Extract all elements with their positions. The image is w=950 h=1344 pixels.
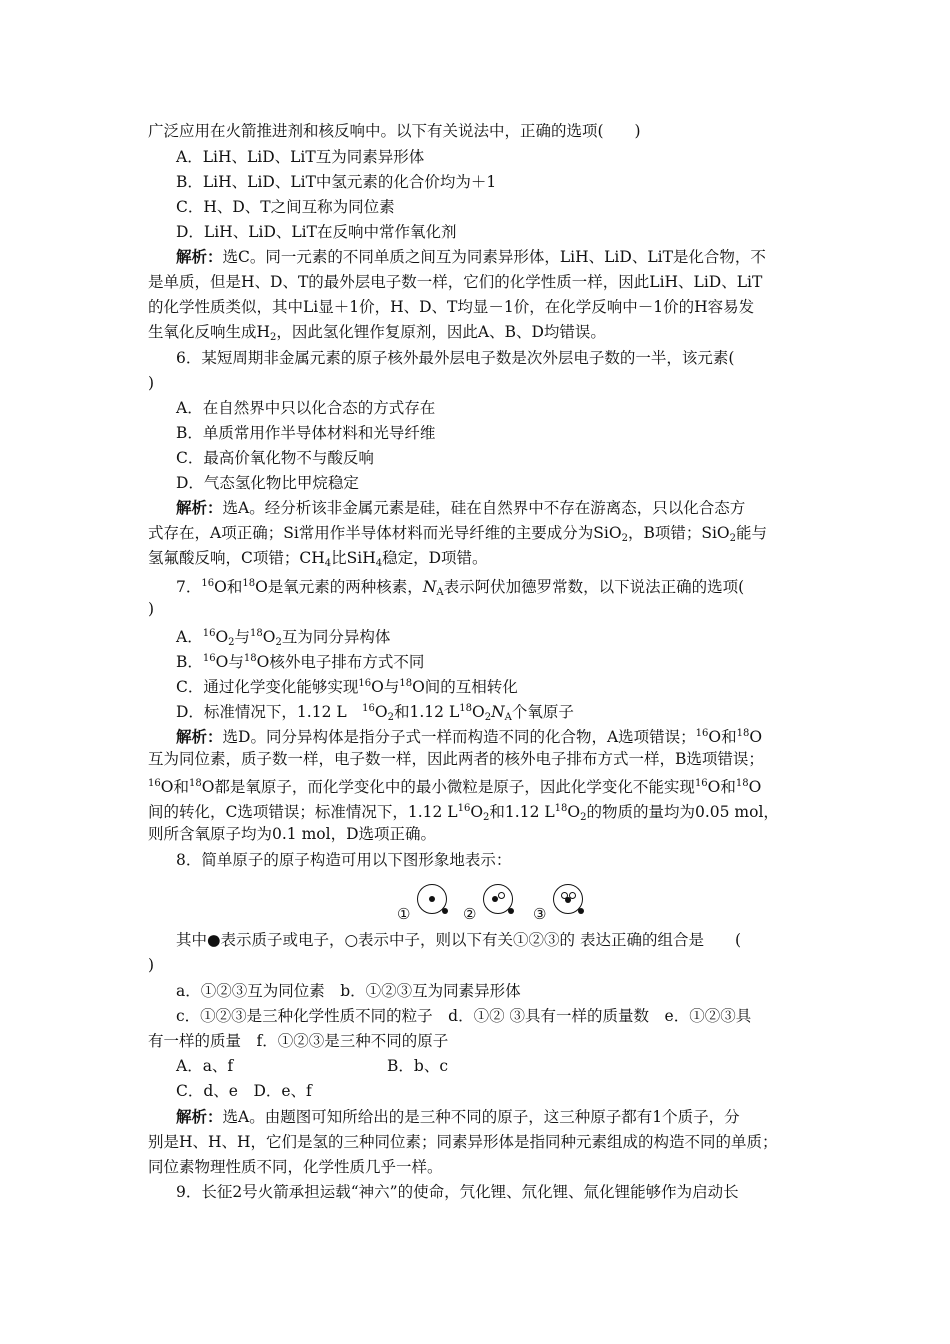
q6-answer-line-1: 解析：选A。经分析该非金属元素是硅，硅在自然界中不存在游离态，只以化合态方 [176,498,746,517]
atom-label-2: ② [463,905,477,923]
q7-answer-line-4: 间的转化，C选项错误；标准情况下，1.12 $L^{16}O_2$和1.12 $L^{18}O_2$的物质的量均为0.05 mol， [148,803,779,823]
atom-3-proton [565,897,571,903]
q7-answer-line-5: 则所含氧原子均为0.1 mol，D选项正确。 [148,825,436,843]
q7-option-c: C．通过化学变化能够实现$^{16}$O与$^{18}$O间的互相转化 [176,678,518,696]
q8-option-a: A．a、f [176,1057,234,1075]
q5-option-a: A．LiH、LiD、LiT互为同素异形体 [176,148,425,166]
q5-stem: 广泛应用在火箭推进剂和核反响中。以下有关说法中，正确的选项( ) [148,122,641,140]
q7-answer-line-1: 解析：选D。同分异构体是指分子式一样而构造不同的化合物，A选项错误；$^{16}$O和$^{18}$O [176,727,763,746]
q6-option-a: A．在自然界中只以化合态的方式存在 [176,399,436,417]
q6-option-c: C．最高价氧化物不与酸反响 [176,449,374,467]
q8-answer-line-2: 别是H、H、H，它们是氢的三种同位素；同素异形体是指同种元素组成的构造不同的单质； [148,1133,778,1151]
q6-option-d: D．气态氢化物比甲烷稳定 [176,474,359,492]
atom-1-proton [429,896,435,902]
q5-answer-line-2: 是单质，但是H、D、T的最外层电子数一样，它们的化学性质一样，因此LiH、LiD、LiT [148,273,763,291]
atom-1-electron [442,908,448,914]
answer-label: 解析： [176,247,223,266]
atom-3-electron [578,908,584,914]
q8-answer-line-1: 解析：选A。由题图可知所给出的是三种不同的原子，这三种原子都有1个质子，分 [176,1107,740,1126]
q8-desc-2: ) [148,956,155,974]
atom-structure-figure [395,880,595,925]
q7-stem-2: ) [148,600,155,618]
q8-stem: 8．简单原子的原子构造可用以下图形象地表示： [176,851,512,869]
q6-option-b: B．单质常用作半导体材料和光导纤维 [176,424,436,442]
q6-stem-2: ) [148,374,155,392]
q8-statement-ef: 有一样的质量 f．①②③是三种不同的原子 [148,1032,449,1050]
q6-answer-line-3: 氢氟酸反响，C项错；$CH_4$比SiH$_4$稳定，D项错。 [148,549,488,569]
atom-2-proton [492,896,498,902]
q6-answer-line-2: 式存在，A项正确；Si常用作半导体材料而光导纤维的主要成分为SiO$_2$，B项错；SiO$_2$能与 [148,524,768,544]
q5-option-d: D．LiH、LiD、LiT在反响中常作氧化剂 [176,223,457,241]
q8-option-cd: C．d、e D．e、f [176,1082,312,1100]
atom-2-electron [508,908,514,914]
q8-statement-ab: a．①②③互为同位素 b．①②③互为同素异形体 [176,982,521,1000]
q8-option-b: B．b、c [387,1057,448,1075]
q6-stem-1: 6．某短周期非金属元素的原子核外最外层电子数是次外层电子数的一半，该元素( [176,349,735,367]
q8-answer-line-3: 同位素物理性质不同，化学性质几乎一样。 [148,1158,443,1176]
q5-answer-line-1: 解析：选C。同一元素的不同单质之间互为同素异形体，LiH、LiD、LiT是化合物，不 [176,247,766,266]
q7-answer-line-3: $^{16}$O和$^{18}$O都是氧原子，而化学变化中的最小微粒是原子，因此化学变化不能实现$^{16}$O和$^{18}$O [148,778,762,796]
atom-label-1: ① [397,905,411,923]
q7-stem-1: 7．$^{16}$O和$^{18}$O是氧元素的两种核素，$N_A$表示阿伏加德罗常数，以下说法正确的选项( [176,578,745,598]
q7-answer-line-2: 互为同位素，质子数一样，电子数一样，因此两者的核外电子排布方式一样，B选项错误； [148,750,764,768]
q7-option-a: A．$^{16}O_2$与$^{18}O_2$互为同分异构体 [176,628,391,648]
q5-option-c: C．H、D、T之间互称为同位素 [176,198,395,216]
q7-option-d: D．标准情况下，1.12 L $^{16}O_2$和1.12 $L^{18}O_2N_A$个氧原子 [176,703,574,723]
q8-statement-cde: c．①②③是三种化学性质不同的粒子 d．①② ③具有一样的质量数 e．①②③具 [176,1007,752,1025]
q5-answer-line-3: 的化学性质类似，其中Li显＋1价，H、D、T均显－1价，在化学反响中－1价的H容易发 [148,298,755,316]
answer-label: 解析： [176,727,223,746]
answer-label: 解析： [176,498,223,517]
atom-2-neutron [498,892,505,899]
q7-option-b: B．$^{16}$O与$^{18}$O核外电子排布方式不同 [176,653,425,671]
q5-option-b: B．LiH、LiD、LiT中氢元素的化合价均为＋1 [176,173,497,191]
q5-answer-line-4: 生氧化反响生成$H_2$，因此氢化锂作复原剂，因此A、B、D均错误。 [148,323,606,343]
atom-label-3: ③ [533,905,547,923]
q9-stem: 9．长征2号火箭承担运载“神六”的使命，氕化锂、氘化锂、氚化锂能够作为启动长 [176,1183,739,1201]
answer-label: 解析： [176,1107,223,1126]
q8-desc-1: 其中●表示质子或电子，○表示中子，则以下有关①②③的 表达正确的组合是 ( [176,931,742,949]
